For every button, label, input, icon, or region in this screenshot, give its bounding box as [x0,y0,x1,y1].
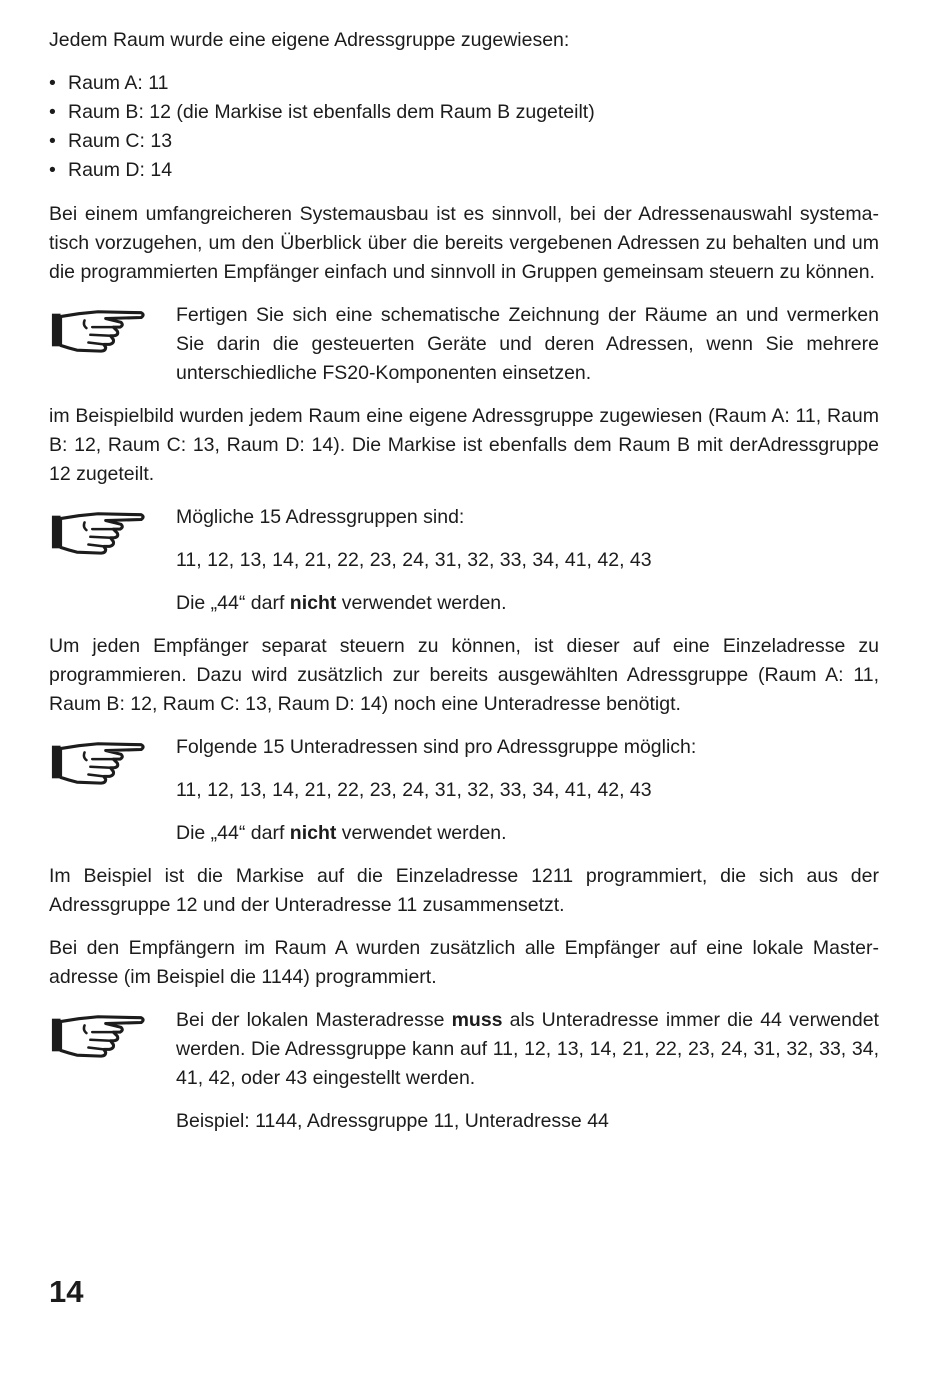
intro-text: Jedem Raum wurde eine eigene Adressgruppe zugewiesen: [49,29,570,51]
bullet: • [49,159,56,181]
paragraph-single-address: Um jeden Empfänger separat steuern zu können, ist dieser auf eine Einzeladresse zu programmieren. Dazu wird zusätzlich zur bereits ausgewählten Adressgruppe (Raum A: 11, Raum B: 12, Raum C: 13, Raum D: 14) noch eine Unteradresse benötigt. [49,635,879,715]
paragraph-awning-example: Im Beispiel ist die Markise auf die Einzeladresse 1211 programmiert, die sich aus der Adressgruppe 12 und der Unteradresse 11 zusammensetzt. [49,865,879,916]
note-values: 11, 12, 13, 14, 21, 22, 23, 24, 31, 32, 33, 34, 41, 42, 43 [176,779,652,801]
pointing-hand-icon [49,1011,147,1059]
room-list [49,69,879,185]
document-page [49,26,879,1150]
paragraph-example-image: im Beispielbild wurden jedem Raum eine eigene Adressgruppe zugewiesen (Raum A: 11, Raum B: 12, Raum C: 13, Raum D: 14). Die Markise ist ebenfalls dem Raum B mit derAdressgruppe 12 zugeteilt. [49,405,879,485]
bullet: • [49,72,56,94]
note-heading: Folgende 15 Unteradressen sind pro Adressgruppe möglich: [176,736,697,758]
bullet: • [49,101,56,123]
note-subaddresses [49,733,879,848]
list-item: • Raum D: 14 [49,156,879,185]
note-values: 11, 12, 13, 14, 21, 22, 23, 24, 31, 32, 33, 34, 41, 42, 43 [176,549,652,571]
pointing-hand-icon [49,738,147,786]
pointing-hand-icon [49,306,147,354]
paragraph-system-expansion: Bei einem umfangreicheren Systemausbau ist es sinnvoll, bei der Adressenauswahl systema-tisch vorzugehen, um den Überblick über die bereits vergebenen Adressen zu behalten und um die programmierten Empfänger einfach und sinnvoll in Gruppen gemeinsam steuern zu können. [49,203,879,283]
note-text: Bei der lokalen Masteradresse muss als Unteradresse immer die 44 verwendet werden. Die Adressgruppe kann auf 11, 12, 13, 14, 21, 22, 23, 24, 31, 32, 33, 34, 41, 42, oder 43 eingestellt werden. [176,1009,879,1089]
list-item: • Raum C: 13 [49,127,879,156]
list-item: • Raum B: 12 (die Markise ist ebenfalls dem Raum B zugeteilt) [49,98,879,127]
paragraph-master-address: Bei den Empfängern im Raum A wurden zusätzlich alle Empfänger auf eine lokale Master-adresse (im Beispiel die 1144) programmiert. [49,937,879,988]
pointing-hand-icon [49,508,147,556]
list-item: • Raum A: 11 [49,69,879,98]
note-master-address [49,1006,879,1136]
note-text: Fertigen Sie sich eine schematische Zeichnung der Räume an und vermerken Sie darin die gesteuerten Geräte und deren Adressen, wenn Sie mehrere unterschiedliche FS20-Komponenten einsetzen. [176,304,879,384]
note-heading: Mögliche 15 Adressgruppen sind: [176,506,465,528]
bullet: • [49,130,56,152]
note-address-groups [49,503,879,618]
note-schematic [49,301,879,388]
note-warning: Die „44“ darf nicht verwendet werden. [176,822,507,844]
note-warning: Die „44“ darf nicht verwendet werden. [176,592,507,614]
page-number: 14 [49,1274,84,1309]
note-example: Beispiel: 1144, Adressgruppe 11, Unteradresse 44 [176,1110,609,1132]
